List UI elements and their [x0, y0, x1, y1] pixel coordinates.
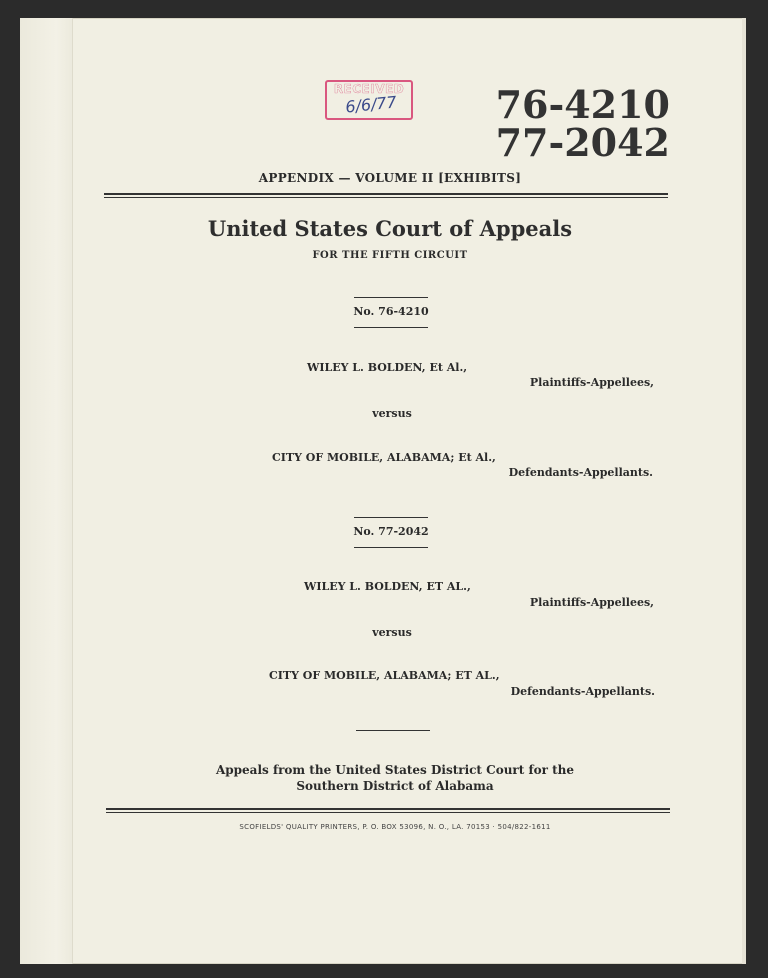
appeals-line-1: Appeals from the United States District Court for the: [215, 763, 575, 777]
case-1-plaintiff: WILEY L. BOLDEN, Et Al.,: [307, 361, 468, 374]
case-number-secondary: 77-2042: [495, 120, 670, 165]
case-1-plaintiff-role: Plaintiffs-Appellees,: [529, 376, 654, 389]
case-2-top-rule: [354, 517, 428, 518]
case-2-plaintiff-role: Plaintiffs-Appellees,: [529, 596, 654, 609]
printer-imprint: SCOFIELDS' QUALITY PRINTERS, P. O. BOX 53096, N. O., LA. 70153 · 504/822-1611: [239, 823, 551, 831]
court-circuit: FOR THE FIFTH CIRCUIT: [312, 250, 468, 261]
case-2-defendant-role: Defendants-Appellants.: [510, 685, 655, 698]
stamp-handwritten-date: 6/6/77: [344, 92, 398, 117]
bottom-double-rule: [106, 808, 670, 813]
received-stamp: [325, 80, 413, 120]
case-number-primary: 76-4210: [495, 82, 670, 127]
stamp-label: RECEIVED: [333, 82, 405, 96]
case-2-bottom-rule: [354, 547, 428, 548]
case-numbers: [470, 82, 670, 165]
separator-rule: [356, 730, 430, 731]
top-double-rule: [104, 193, 668, 198]
case-1-bottom-rule: [354, 327, 428, 328]
case-1-versus: versus: [372, 407, 412, 420]
page-edge: [742, 18, 746, 964]
case-1-top-rule: [354, 297, 428, 298]
case-2-defendant: CITY OF MOBILE, ALABAMA; ET AL.,: [269, 669, 500, 682]
case-2-plaintiff: WILEY L. BOLDEN, ET AL.,: [304, 580, 471, 593]
case-1-defendant-role: Defendants-Appellants.: [508, 466, 653, 479]
appendix-title: APPENDIX — VOLUME II [EXHIBITS]: [258, 171, 522, 185]
case-1-defendant: CITY OF MOBILE, ALABAMA; Et Al.,: [272, 451, 496, 464]
appeals-line-2: Southern District of Alabama: [296, 779, 494, 793]
court-title: United States Court of Appeals: [207, 216, 573, 241]
case-2-number: No. 77-2042: [353, 525, 429, 538]
appeals-statement: [180, 762, 610, 794]
binding-spine: [20, 18, 73, 964]
case-1-number: No. 76-4210: [353, 305, 429, 318]
case-2-versus: versus: [372, 626, 412, 639]
